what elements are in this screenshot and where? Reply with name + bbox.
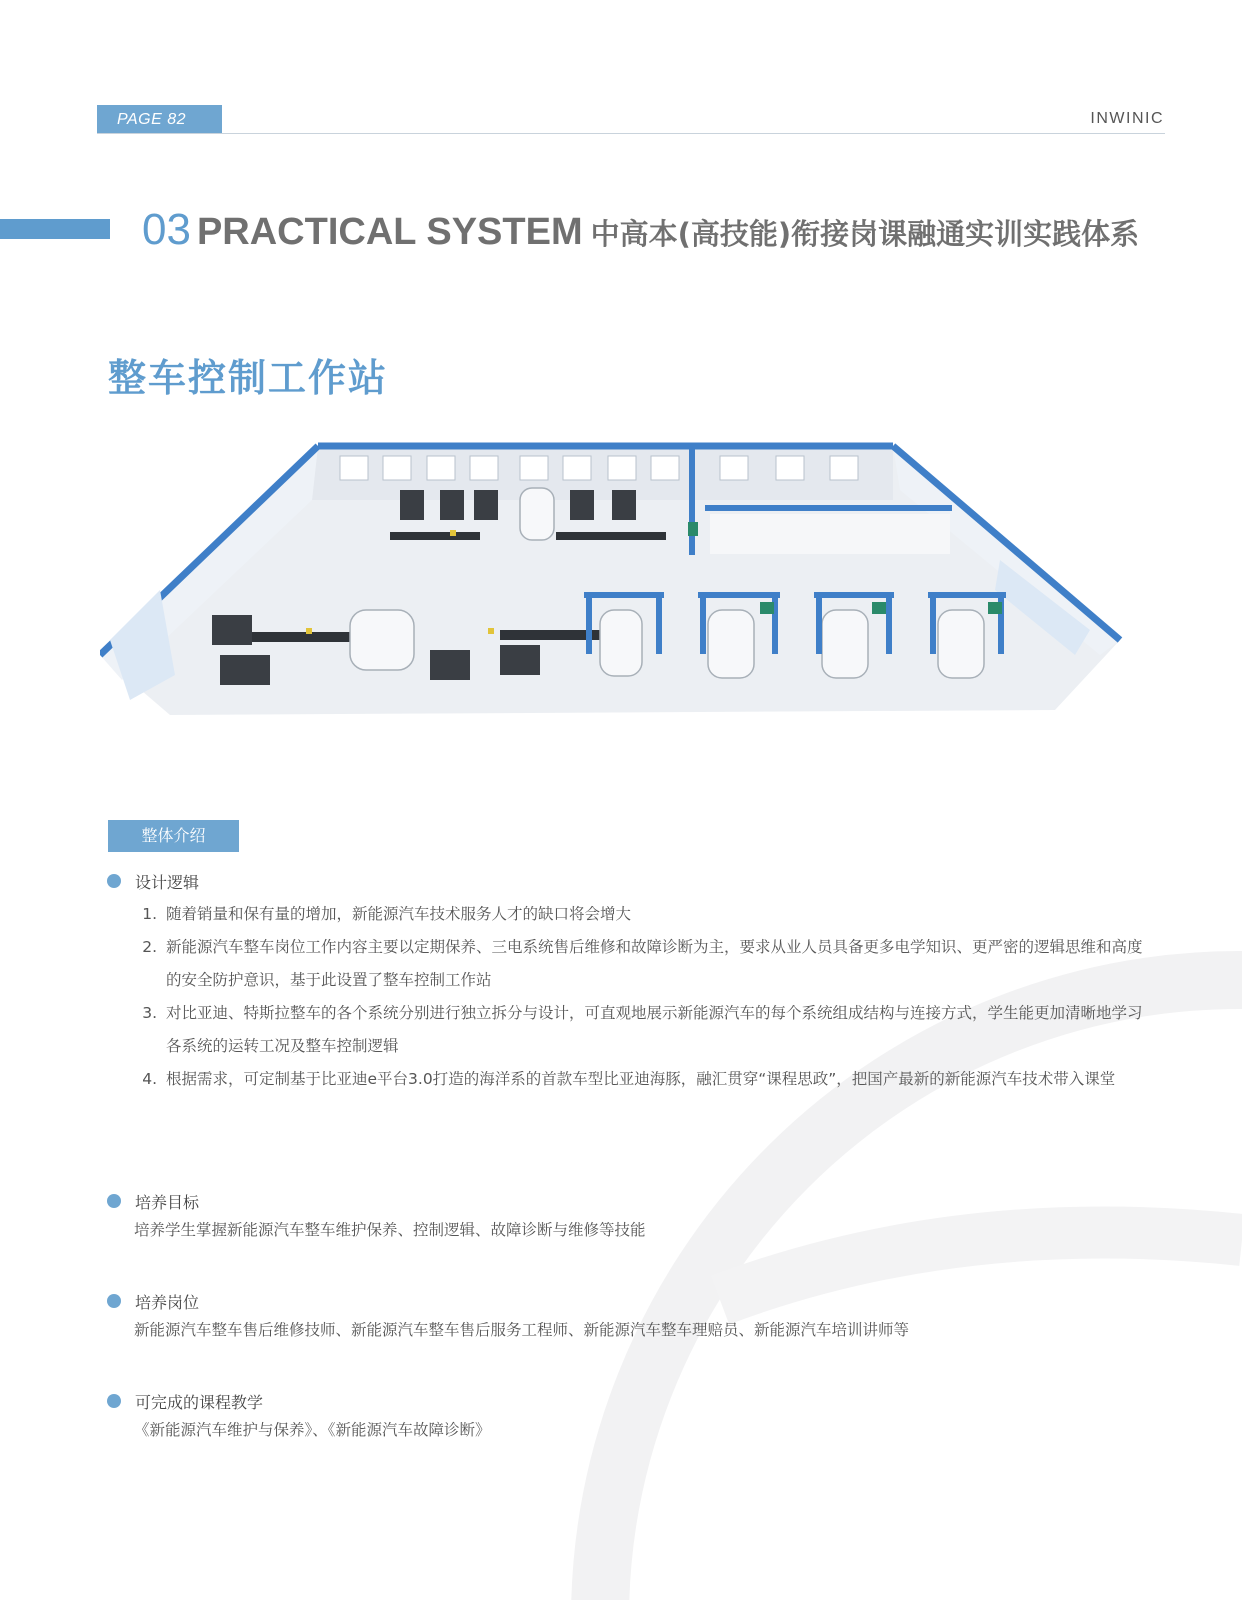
list-item: 1. 随着销量和保有量的增加，新能源汽车技术服务人才的缺口将会增大 [162, 898, 1147, 931]
courses-title: 可完成的课程教学 [135, 1392, 264, 1412]
header-divider [97, 133, 1165, 134]
page-title: 整车控制工作站 [108, 356, 389, 400]
overview-tag: 整体介绍 [108, 820, 239, 852]
training-goal-block [107, 1188, 1147, 1247]
training-post-title: 培养岗位 [135, 1292, 200, 1312]
design-logic-block [107, 868, 1147, 1096]
bullet-dot [107, 1394, 121, 1408]
courses-block [107, 1388, 1147, 1447]
bullet-dot [107, 1294, 121, 1308]
section-accent-bar [0, 219, 110, 239]
section-title-en: PRACTICAL SYSTEM [196, 211, 583, 253]
training-goal-text: 培养学生掌握新能源汽车整车维护保养、控制逻辑、故障诊断与维修等技能 [134, 1221, 646, 1239]
design-logic-list [107, 898, 1147, 1096]
list-item: 4. 根据需求，可定制基于比亚迪e平台3.0打造的海洋系的首款车型比亚迪海豚，融汇贯穿“课程思政”，把国产最新的新能源汽车技术带入课堂 [162, 1063, 1147, 1096]
list-item: 3. 对比亚迪、特斯拉整车的各个系统分别进行独立拆分与设计，可直观地展示新能源汽车的每个系统组成结构与连接方式，学生能更加清晰地学习各系统的运转工况及整车控制逻辑 [162, 997, 1147, 1063]
training-post-text: 新能源汽车整车售后维修技师、新能源汽车整车售后服务工程师、新能源汽车整车理赔员、新能源汽车培训讲师等 [134, 1321, 910, 1339]
section-title-cn: 中高本(高技能)衔接岗课融通实训实践体系 [590, 217, 1140, 251]
design-logic-title: 设计逻辑 [135, 872, 200, 892]
training-goal-title: 培养目标 [135, 1192, 200, 1212]
section-heading [142, 205, 1139, 255]
bullet-dot [107, 874, 121, 888]
workshop-rendering [100, 440, 1142, 730]
page-number-tag: PAGE 82 [97, 105, 222, 134]
courses-text: 《新能源汽车维护与保养》、《新能源汽车故障诊断》 [134, 1421, 491, 1439]
list-item: 2. 新能源汽车整车岗位工作内容主要以定期保养、三电系统售后维修和故障诊断为主，要求从业人员具备更多电学知识、更严密的逻辑思维和高度的安全防护意识，基于此设置了整车控制工作站 [162, 931, 1147, 997]
bullet-dot [107, 1194, 121, 1208]
training-post-block [107, 1288, 1147, 1347]
brand-name: INWINIC [1090, 110, 1164, 127]
section-number: 03 [142, 205, 191, 254]
